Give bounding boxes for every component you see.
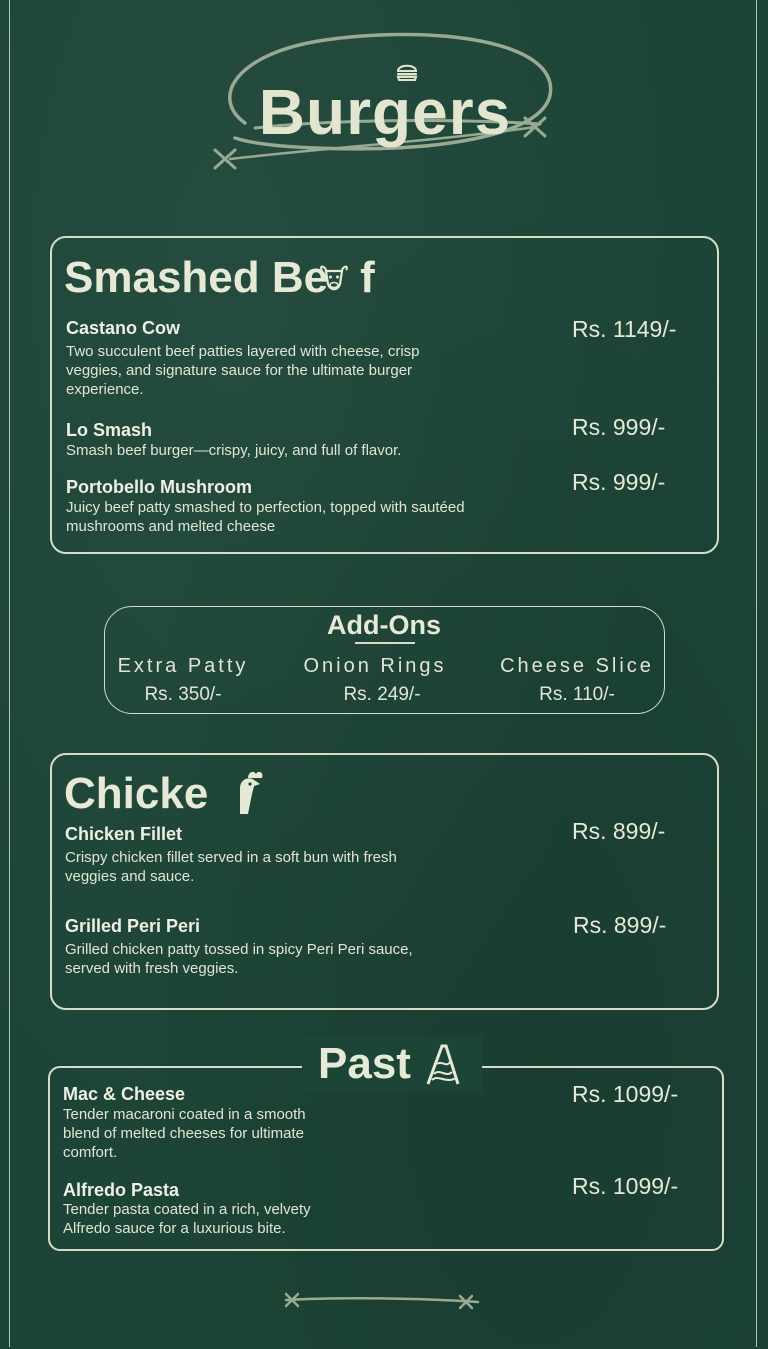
chicken-item-price: Rs. 899/- [573,912,667,938]
addons-underline [355,642,415,644]
crossed-line-divider-icon [280,1288,485,1314]
addon-price: Rs. 110/- [539,684,615,705]
beef-item-name: Lo Smash [66,420,153,440]
pasta-title-text: Past [318,1039,411,1088]
chicken-title-text: Chicke [64,769,209,818]
beef-item-name: Portobello Mushroom [66,477,252,497]
addon-name: Onion Rings [303,655,447,677]
chicken-head-icon [234,768,268,816]
burger-icon [395,62,419,82]
addons-title: Add-Ons [327,610,441,640]
beef-item-price: Rs. 999/- [572,414,666,440]
pasta-item-desc: Tender macaroni coated in a smooth blend of melted cheeses for ultimate comfort. [63,1106,306,1161]
beef-item-desc: Juicy beef patty smashed to perfection, topped with sautéed mushrooms and melted cheese [66,499,465,535]
chicken-item-name: Chicken Fillet [65,824,183,844]
pasta-section-title [318,1039,411,1088]
addon-name: Extra Patty [117,655,249,677]
beef-item-desc: Two succulent beef patties layered with cheese, crisp veggies, and signature sauce for the ultimate burger experience. [66,343,420,398]
beef-item-price: Rs. 999/- [572,469,666,495]
beef-title-tail: f [360,253,375,302]
chicken-item-name: Grilled Peri Peri [65,916,201,936]
beef-item-name: Castano Cow [66,318,181,338]
pasta-item-price: Rs. 1099/- [572,1081,679,1107]
pasta-item-name: Alfredo Pasta [63,1180,180,1200]
addon-price: Rs. 350/- [144,684,222,705]
chicken-item-price: Rs. 899/- [572,818,666,844]
addon-price: Rs. 249/- [343,684,421,705]
page-title: Burgers [258,76,512,148]
chicken-section-title [64,769,209,818]
pasta-item-price: Rs. 1099/- [572,1173,679,1199]
beef-item-desc: Smash beef burger—crispy, juicy, and full of flavor. [66,442,402,459]
menu-header [205,28,565,173]
cow-head-icon [318,264,350,294]
addon-name: Cheese Slice [500,655,654,677]
beef-title-text: Smashed Be [64,253,329,302]
chicken-item-desc: Crispy chicken fillet served in a soft bun with fresh veggies and sauce. [65,849,397,885]
chicken-item-desc: Grilled chicken patty tossed in spicy Peri Peri sauce, served with fresh veggies. [65,941,413,977]
beef-item-price: Rs. 1149/- [572,316,677,342]
pasta-item-name: Mac & Cheese [63,1084,186,1104]
pasta-item-desc: Tender pasta coated in a rich, velvety Alfredo sauce for a luxurious bite. [63,1201,311,1237]
pasta-icon [424,1042,462,1086]
